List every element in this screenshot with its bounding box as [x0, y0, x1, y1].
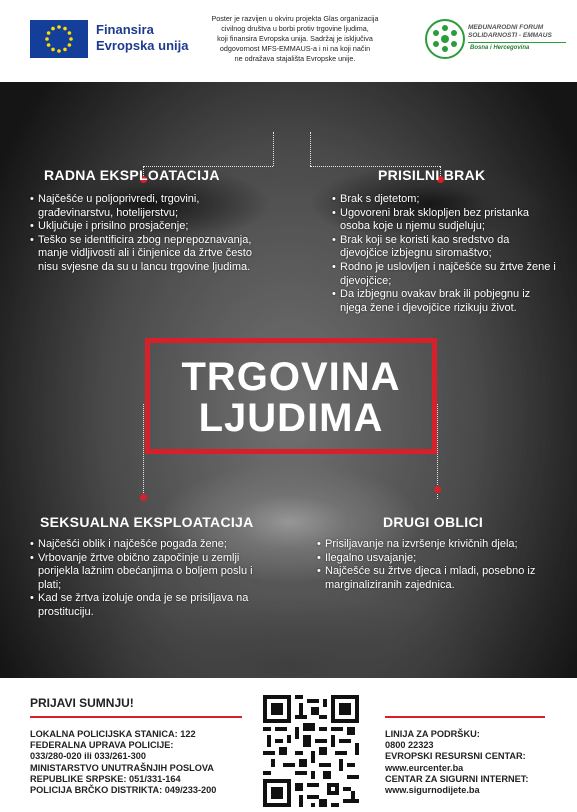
connector-line [273, 132, 274, 166]
section-marker-dot [140, 494, 147, 501]
mfs-name-line-2: SOLIDARNOSTI - EMMAUS [468, 32, 552, 39]
list-item: • Ilegalno usvajanje; [317, 552, 557, 566]
project-disclaimer [210, 14, 380, 64]
list-item: • Uključuje i prisilno prosjačenje; [30, 220, 258, 234]
disclaimer-line: Poster je razvijen u okviru projekta Glas organizacija [211, 14, 379, 23]
eurcenter-link[interactable]: www.eurcenter.ba [385, 762, 464, 773]
main-title [150, 357, 432, 439]
other-forms-list [317, 538, 557, 592]
sigurnodijete-link[interactable]: www.sigurnodijete.ba [385, 785, 480, 796]
eu-flag-icon [30, 20, 88, 58]
mfs-name-line-1: MEĐUNARODNI FORUM [468, 24, 544, 31]
contact-line: FEDERALNA UPRAVA POLICIJE: [30, 740, 174, 751]
mfs-country-label: Bosna i Hercegovina [470, 45, 530, 51]
disclaimer-line: koji finansira Evropska unija. Sadržaj je isključiva [217, 34, 373, 43]
contact-line: REPUBLIKE SRPSKE: 051/331-164 [30, 773, 181, 784]
contact-line: CENTAR ZA SIGURNI INTERNET: [385, 773, 529, 784]
poster-header [0, 0, 577, 82]
connector-line [143, 404, 144, 499]
other-forms-title: DRUGI OBLICI [383, 514, 484, 530]
main-title-box [145, 338, 437, 454]
eu-funding-label [96, 22, 188, 54]
contact-line: POLICIJA BRČKO DISTRIKTA: 049/233-200 [30, 785, 217, 796]
contact-line: EVROPSKI RESURSNI CENTAR: [385, 751, 526, 762]
list-item: • Ugovoreni brak sklopljen bez pristanka osoba koje u njemu sudjeluju; [332, 207, 557, 234]
forced-marriage-list [332, 193, 557, 315]
mfs-divider [468, 42, 566, 43]
list-item: • Vrbovanje žrtve obično započinje u zemlji porijekla lažnim obećanjima o boljem poslu i plati; [30, 552, 262, 593]
main-title-line-2: LJUDIMA [198, 396, 384, 440]
labor-exploitation-list [30, 193, 258, 275]
list-item: • Najčešći oblik i najčešće pogađa žene; [30, 538, 262, 552]
list-item: • Brak koji se koristi kao sredstvo da djevojčice izbjegnu siromaštvo; [332, 234, 557, 261]
qr-code-icon[interactable] [263, 695, 359, 807]
footer-divider-left [30, 716, 242, 718]
eu-funding-line-1: Finansira [96, 22, 154, 37]
list-item: • Rodno je uslovljen i najčešće su žrtve žene i djevojčice; [332, 261, 557, 288]
list-item: • Prisiljavanje na izvršenje krivičnih djela; [317, 538, 557, 552]
mfs-emmaus-name [468, 24, 568, 40]
disclaimer-line: ne odražava stajališta Evropske unije. [234, 54, 356, 63]
forced-marriage-title: PRISILNI BRAK [378, 167, 486, 183]
contact-line: LINIJA ZA PODRŠKU: [385, 729, 480, 739]
contact-line: 033/280-020 ili 033/261-300 [30, 751, 146, 762]
main-title-line-1: TRGOVINA [181, 355, 401, 399]
sexual-exploitation-title: SEKSUALNA EKSPLOATACIJA [40, 514, 254, 530]
list-item: • Kad se žrtva izoluje onda je se prisiljava na prostituciju. [30, 592, 262, 619]
labor-exploitation-title: RADNA EKSPLOATACIJA [44, 167, 220, 183]
list-item: • Teško se identificira zbog neprepoznavanja, manje vidljivosti ali i činjenice da žrtve često nisu svjesne da su u lancu trgovine ljudima. [30, 234, 258, 275]
sexual-exploitation-list [30, 538, 262, 620]
face-photo-background [0, 82, 577, 678]
list-item: • Brak s djetetom; [332, 193, 557, 207]
mfs-emmaus-logo-icon [424, 18, 466, 60]
connector-line [437, 404, 438, 499]
section-marker-dot [434, 486, 441, 493]
list-item: • Najčešće u poljoprivredi, trgovini, građevinarstvu, hotelijerstvu; [30, 193, 258, 220]
disclaimer-line: odgovornost MFS-EMMAUS-a i ni na koji način [219, 44, 371, 53]
contact-line: LOKALNA POLICIJSKA STANICA: 122 [30, 729, 196, 739]
police-contacts [30, 729, 260, 796]
list-item: • Da izbjegnu ovakav brak ili pobjegnu iz njega žene i djevojčice rizikuju život. [332, 288, 557, 315]
eu-funding-line-2: Evropska unija [96, 38, 189, 53]
disclaimer-line: civilnog društva u borbi protiv trgovine ljudima, [221, 24, 369, 33]
contact-line: 0800 22323 [385, 740, 434, 751]
footer-divider-right [385, 716, 545, 718]
connector-line [310, 132, 311, 166]
contact-line: MINISTARSTVO UNUTRAŠNJIH POSLOVA [30, 762, 214, 773]
list-item: • Najčešće su žrtve djeca i mladi, posebno iz marginaliziranih zajednica. [317, 565, 557, 592]
report-suspicion-title: PRIJAVI SUMNJU! [30, 696, 134, 710]
support-contacts [385, 729, 565, 796]
poster-footer [0, 678, 577, 812]
